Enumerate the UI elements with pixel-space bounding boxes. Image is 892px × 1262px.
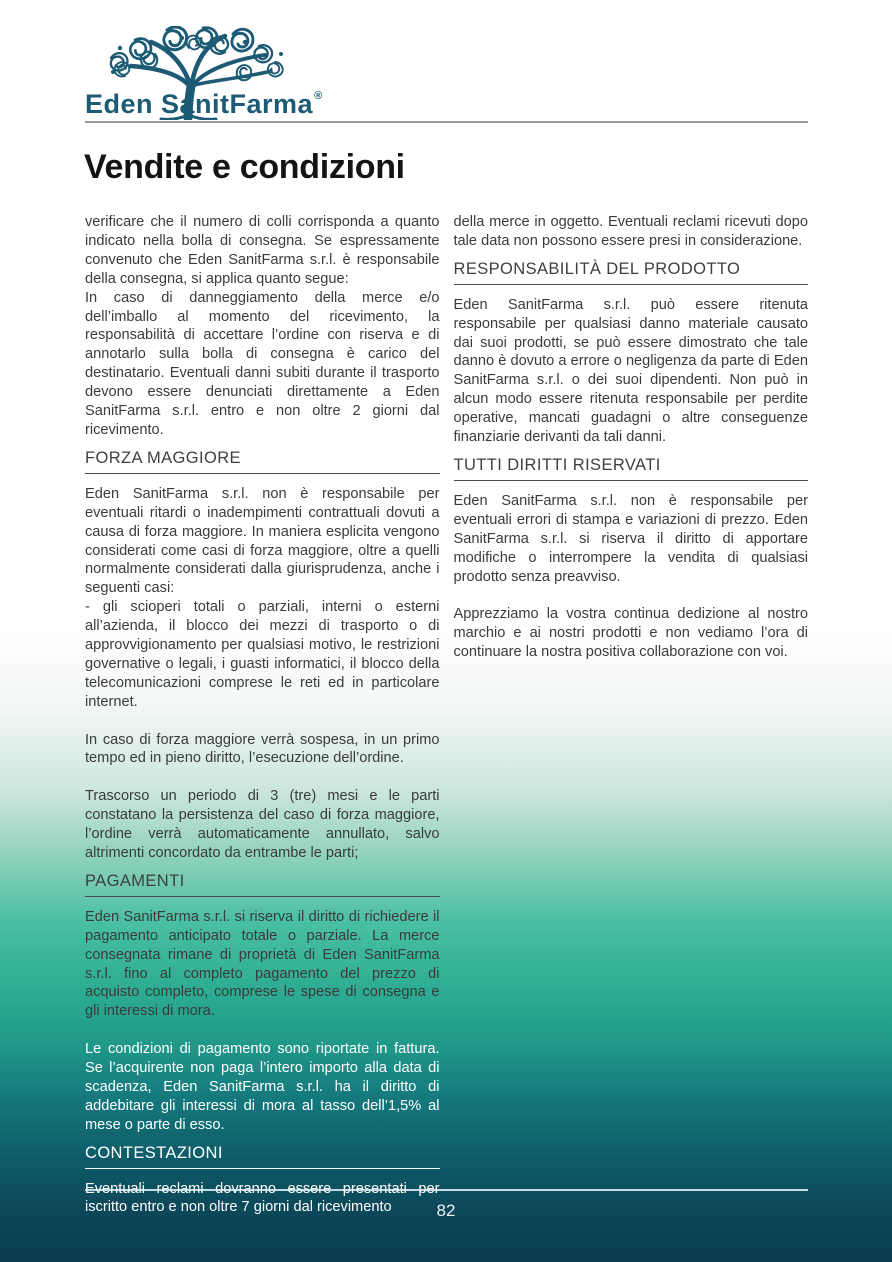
column-left: [85, 213, 440, 1217]
page-number: 82: [436, 1201, 456, 1220]
section-heading: TUTTI DIRITTI RISERVATI: [454, 456, 809, 481]
content-columns: [85, 213, 808, 1217]
page-title: Vendite e condizioni: [84, 148, 405, 186]
text-paragraph: Eden SanitFarma s.r.l. non è responsabile per eventuali ritardi o inadempimenti contrattuali dovuti a causa di forza maggiore. In maniera esplicita vengono considerati come casi di forza maggiore, oltre a quelli normalmente considerati dalla giurisprudenza, anche i seguenti casi: - gli scioperi totali o parziali, interni o esterni all’azienda, il blocco dei mezzi di trasporto o di approvvigionamento per qualsiasi motivo, le restrizioni governative o legali, i guasti informatici, il blocco della telecomunicazioni comprese le reti ed in particolare internet.: [85, 485, 440, 710]
section-heading: RESPONSABILITÀ DEL PRODOTTO: [454, 260, 809, 285]
header-divider: [85, 121, 808, 123]
text-paragraph: Eden SanitFarma s.r.l. non è responsabile per eventuali errori di stampa e variazioni di prezzo. Eden SanitFarma s.r.l. si riserva il diritto di apportare modifiche o interrompere la vendita di qualsiasi prodotto senza preavviso.: [453, 492, 808, 585]
text-paragraph: Eden SanitFarma s.r.l. può essere ritenuta responsabile per qualsiasi danno materiale causato dai suoi prodotti, se può essere dimostrato che tale danno è dovuto a errore o negligenza da parte di Eden SanitFarma s.r.l. o dei suoi dipendenti. Non può in alcun modo essere ritenuta responsabile per perdite operative, mancati guadagni o altre conseguenze finanziarie derivanti da tali danni.: [453, 296, 808, 446]
brand-logo: [85, 26, 385, 120]
text-paragraph: Eden SanitFarma s.r.l. si riserva il diritto di richiedere il pagamento anticipato totale o parziale. La merce consegnata rimane di proprietà di Eden SanitFarma s.r.l. fino al completo pagamento del prezzo di acquisto completo, comprese le spese di consegna e gli interessi di mora.: [85, 908, 440, 1020]
text-paragraph: Trascorso un periodo di 3 (tre) mesi e le parti constatano la persistenza del caso di forza maggiore, l’ordine verrà automaticamente annullato, salvo altrimenti concordato da entrambe le parti;: [85, 788, 440, 861]
text-paragraph: della merce in oggetto. Eventuali reclami ricevuti dopo tale data non possono essere presi in considerazione.: [453, 214, 808, 249]
registered-mark: ®: [314, 90, 323, 102]
text-paragraph: Eventuali reclami dovranno essere presentati per iscritto entro e non oltre 7 giorni dal ricevimento: [85, 1180, 440, 1216]
section-heading: PAGAMENTI: [85, 872, 440, 897]
text-paragraph: Le condizioni di pagamento sono riportate in fattura. Se l’acquirente non paga l’intero importo alla data di scadenza, Eden SanitFarma s.r.l. ha il diritto di addebitare gli interessi di mora al tasso dell’1,5% al mese o parte di esso.: [85, 1041, 440, 1133]
text-paragraph: In caso di forza maggiore verrà sospesa, in un primo tempo ed in pieno diritto, l’esecuzione dell’ordine.: [85, 731, 440, 767]
brand-wordmark: [85, 89, 323, 120]
brand-name: Eden SanitFarma: [85, 89, 314, 119]
section-heading: FORZA MAGGIORE: [85, 449, 440, 474]
text-paragraph: Apprezziamo la vostra continua dedizione al nostro marchio e ai nostri prodotti e non vediamo l’ora di continuare la nostra positiva collaborazione con voi.: [453, 606, 808, 661]
text-paragraph: verificare che il numero di colli corrisponda a quanto indicato nella bolla di consegna. Se espressamente convenuto che Eden SanitFarma s.r.l. è responsabile della consegna, si applica quanto segue: In caso di danneggiamento della merce e/o dell’imballo al momento del ricevimento, la responsabilità di accettare l’ordine con riserva e di annotarlo sulla bolla di consegna è carico del destinatario. Eventuali danni subiti durante il trasporto devono essere denunciati direttamente a Eden SanitFarma s.r.l. entro e non oltre 2 giorni dal ricevimento.: [85, 214, 440, 438]
column-right: [454, 213, 809, 662]
section-heading: CONTESTAZIONI: [85, 1144, 440, 1169]
footer-divider: [85, 1189, 808, 1191]
